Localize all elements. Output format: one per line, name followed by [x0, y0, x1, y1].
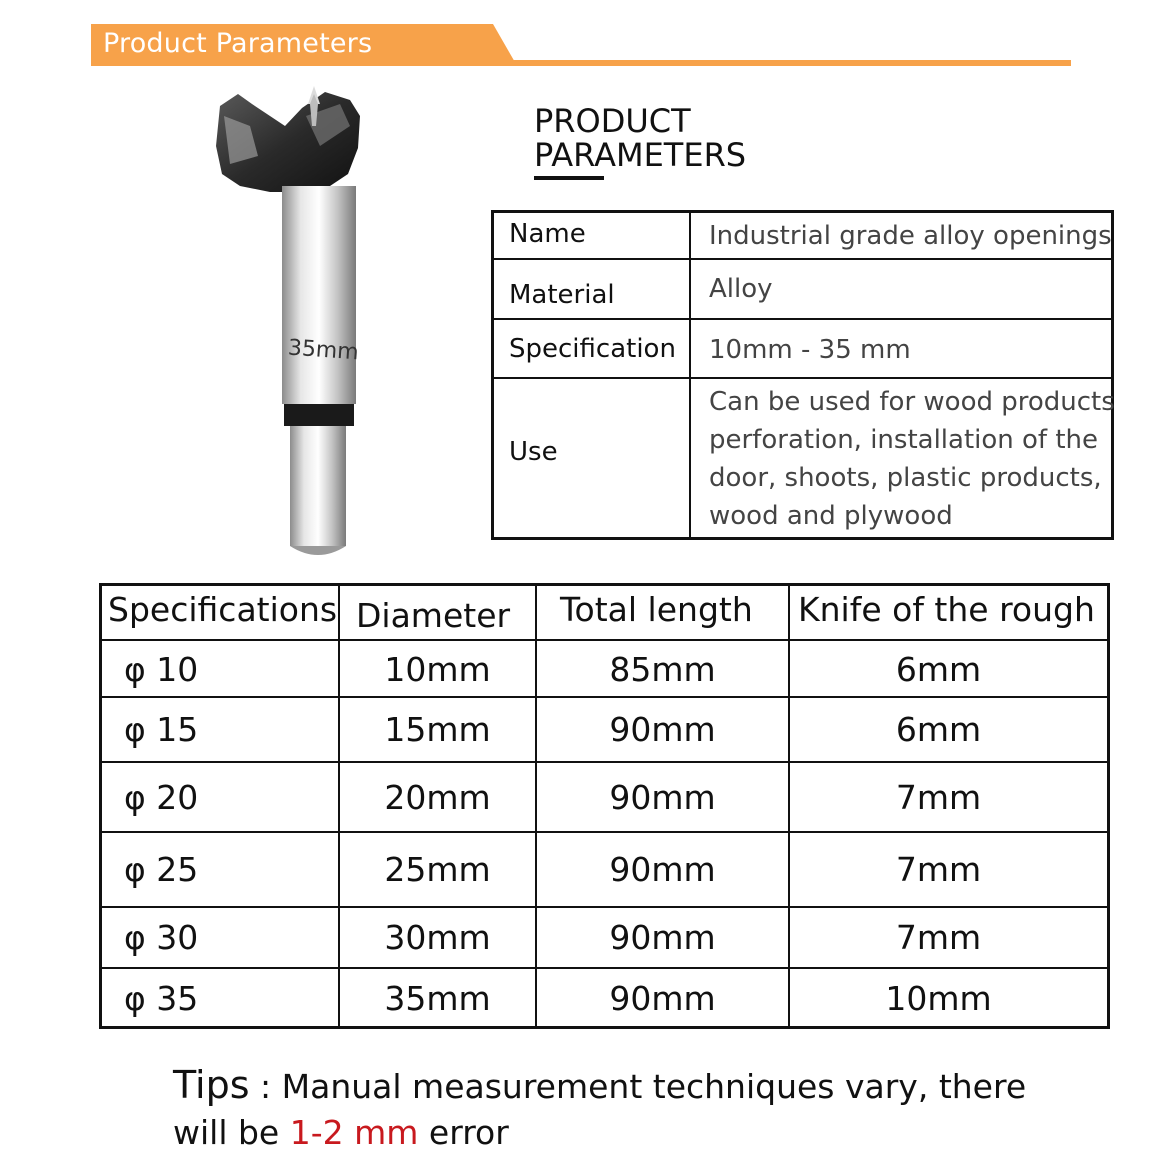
- specs-header-diameter: Diameter: [356, 596, 511, 635]
- tips-separator: :: [249, 1067, 282, 1106]
- params-value-line: wood and plywood: [709, 501, 953, 531]
- specs-cell-knife: 6mm: [895, 710, 982, 749]
- params-row-specification: [494, 320, 1111, 379]
- params-value-line: door, shoots, plastic products,: [709, 463, 1102, 493]
- specs-cell-length: 85mm: [609, 650, 716, 689]
- params-key: Material: [509, 280, 615, 310]
- specs-cell-knife: 7mm: [895, 778, 982, 817]
- tips-text2b: error: [418, 1113, 509, 1152]
- tips-text2a: will be: [173, 1113, 290, 1152]
- params-row-use: [494, 379, 1115, 537]
- specs-cell-knife: 6mm: [895, 650, 982, 689]
- tips-label: Tips: [173, 1063, 250, 1107]
- specs-cell-length: 90mm: [609, 979, 716, 1018]
- specs-table: [99, 583, 1110, 1029]
- drill-engraving: 35mm: [287, 335, 360, 366]
- drill-bit-image: [210, 86, 360, 561]
- params-key: Use: [509, 437, 558, 467]
- specs-cell-diameter: 20mm: [384, 778, 491, 817]
- specs-cell-spec: φ 15: [124, 710, 199, 749]
- params-value-line: perforation, installation of the: [709, 425, 1099, 455]
- params-value: Industrial grade alloy openings: [709, 221, 1112, 251]
- specs-cell-spec: φ 30: [124, 918, 199, 957]
- banner-underline: [91, 60, 1071, 66]
- specs-cell-diameter: 10mm: [384, 650, 491, 689]
- tips-text1: Manual measurement techniques vary, there: [281, 1067, 1027, 1106]
- specs-header-total-length: Total length: [560, 590, 753, 629]
- params-heading-line1: PRODUCT: [534, 102, 691, 140]
- specs-row-divider: [102, 906, 1107, 908]
- specs-cell-diameter: 15mm: [384, 710, 491, 749]
- params-heading-underline: [534, 176, 604, 180]
- params-table: [491, 210, 1114, 540]
- specs-cell-diameter: 35mm: [384, 979, 491, 1018]
- section-banner: [91, 24, 1071, 68]
- specs-row-divider: [102, 639, 1107, 641]
- specs-cell-spec: φ 35: [124, 979, 199, 1018]
- specs-cell-diameter: 25mm: [384, 850, 491, 889]
- tips-line1: [173, 1062, 1073, 1110]
- params-value: 10mm - 35 mm: [709, 335, 911, 365]
- specs-cell-spec: φ 25: [124, 850, 199, 889]
- specs-cell-knife: 10mm: [885, 979, 992, 1018]
- specs-cell-length: 90mm: [609, 710, 716, 749]
- specs-cell-length: 90mm: [609, 778, 716, 817]
- params-row-name: [494, 213, 1111, 260]
- specs-cell-length: 90mm: [609, 850, 716, 889]
- specs-row-divider: [102, 761, 1107, 763]
- specs-row-divider: [102, 967, 1107, 969]
- params-value: Alloy: [709, 274, 773, 304]
- specs-cell-knife: 7mm: [895, 918, 982, 957]
- tips-note: [173, 1062, 1073, 1156]
- tips-highlight: 1-2 mm: [289, 1113, 419, 1152]
- specs-cell-spec: φ 20: [124, 778, 199, 817]
- params-heading: [534, 104, 746, 172]
- params-heading-line2: PARAMETERS: [534, 136, 747, 174]
- params-key: Specification: [509, 334, 676, 364]
- tips-line2: [173, 1110, 1073, 1156]
- params-row-material: [494, 260, 1111, 320]
- specs-cell-spec: φ 10: [124, 650, 199, 689]
- params-value-line: Can be used for wood products: [709, 387, 1115, 417]
- specs-cell-diameter: 30mm: [384, 918, 491, 957]
- specs-row-divider: [102, 696, 1107, 698]
- specs-header-specifications: Specifications: [108, 590, 338, 629]
- params-key: Name: [509, 219, 586, 249]
- specs-header-knife: Knife of the rough: [798, 590, 1095, 629]
- specs-cell-knife: 7mm: [895, 850, 982, 889]
- banner-title: Product Parameters: [103, 28, 373, 59]
- specs-row-divider: [102, 831, 1107, 833]
- specs-cell-length: 90mm: [609, 918, 716, 957]
